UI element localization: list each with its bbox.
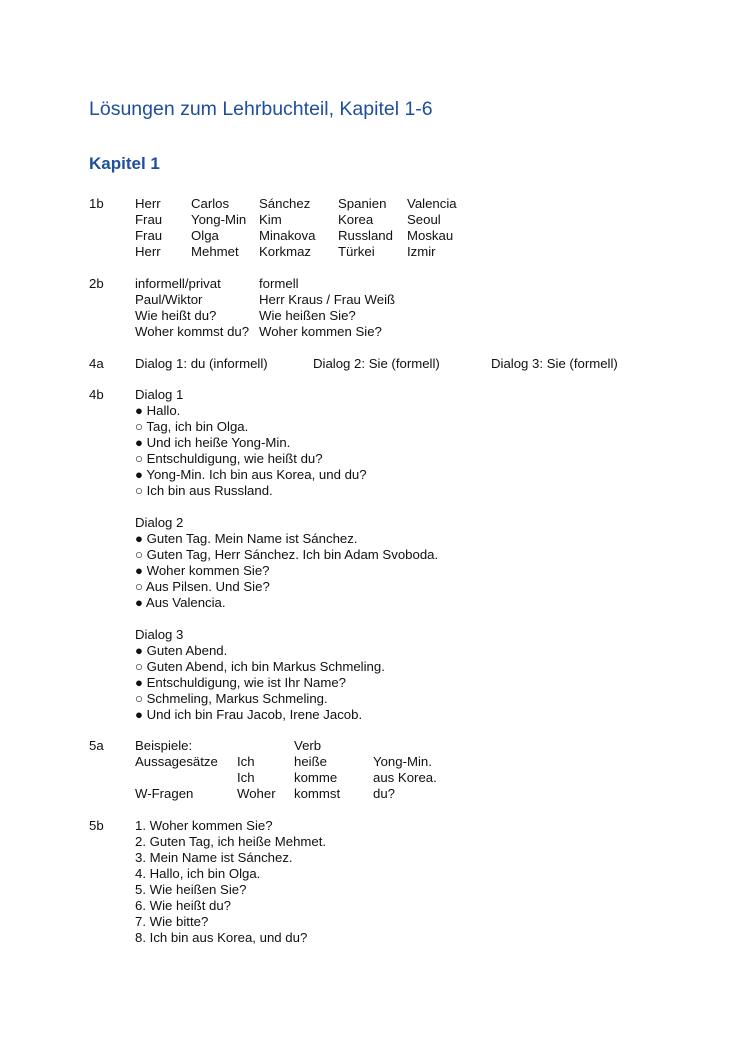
table-cell: Korkmaz [259,244,312,259]
exercise-label-4b: 4b [89,387,104,402]
table-cell: Kim [259,212,282,227]
dialog-2 [135,515,438,611]
dialog-line: ○ Aus Pilsen. Und Sie? [135,579,270,594]
exercise-label-5a: 5a [89,738,104,753]
table-cell: heiße [294,754,327,769]
dialog-line: ○ Entschuldigung, wie heißt du? [135,451,323,466]
table-cell: Beispiele: [135,738,193,753]
table-cell: Russland [338,228,393,243]
table-cell: Yong-Min [191,212,247,227]
table-cell: Paul/Wiktor [135,292,203,307]
dialog-line: ● Guten Abend. [135,643,228,658]
table-cell: kommst [294,786,341,801]
exercise-5b-list [135,818,326,946]
table-cell: Frau [135,228,163,243]
table-cell: Korea [338,212,374,227]
table-cell: Moskau [407,228,454,243]
table-cell: Aussagesätze [135,754,218,769]
dialog-1 [135,387,367,499]
dialog-line: ○ Guten Abend, ich bin Markus Schmeling. [135,659,385,674]
list-item: 5. Wie heißen Sie? [135,882,247,897]
dialog-register-item: Dialog 1: du (informell) [135,356,268,371]
table-cell: Olga [191,228,219,243]
dialog-title: Dialog 2 [135,515,184,530]
table-cell: komme [294,770,338,785]
dialog-title: Dialog 1 [135,387,184,402]
table-cell: Woher kommen Sie? [259,324,382,339]
dialog-line: ● Yong-Min. Ich bin aus Korea, und du? [135,467,367,482]
dialog-line: ● Und ich bin Frau Jacob, Irene Jacob. [135,707,363,722]
list-item: 3. Mein Name ist Sánchez. [135,850,293,865]
exercise-label-5b: 5b [89,818,104,833]
table-cell: Türkei [338,244,375,259]
list-item: 8. Ich bin aus Korea, und du? [135,930,308,945]
dialog-3 [135,627,385,723]
table-cell: Wie heißt du? [135,308,217,323]
table-cell: Herr Kraus / Frau Weiß [259,292,396,307]
list-item: 6. Wie heißt du? [135,898,232,913]
list-item: 1. Woher kommen Sie? [135,818,273,833]
table-cell: Frau [135,212,163,227]
dialog-title: Dialog 3 [135,627,184,642]
dialog-line: ○ Tag, ich bin Olga. [135,419,249,434]
dialog-line: ● Aus Valencia. [135,595,226,610]
list-item: 4. Hallo, ich bin Olga. [135,866,261,881]
table-cell: Verb [294,738,322,753]
table-cell: Herr [135,244,161,259]
table-cell: Herr [135,196,161,211]
table-cell: Minakova [259,228,316,243]
list-item: 2. Guten Tag, ich heiße Mehmet. [135,834,327,849]
table-cell: aus Korea. [373,770,437,785]
dialog-line: ● Entschuldigung, wie ist Ihr Name? [135,675,347,690]
table-cell: Wie heißen Sie? [259,308,356,323]
table-cell: Valencia [407,196,457,211]
exercise-label-2b: 2b [89,276,104,291]
table-cell: Ich [237,754,255,769]
dialog-line: ● Guten Tag. Mein Name ist Sánchez. [135,531,358,546]
table-cell: formell [259,276,299,291]
dialog-line: ● Und ich heiße Yong-Min. [135,435,291,450]
table-cell: Carlos [191,196,230,211]
table-cell: Sánchez [259,196,311,211]
table-cell: Woher [237,786,276,801]
table-cell: Seoul [407,212,441,227]
dialog-register-item: Dialog 2: Sie (formell) [313,356,440,371]
table-cell: informell/privat [135,276,221,291]
table-cell: Woher kommst du? [135,324,250,339]
table-cell: Izmir [407,244,436,259]
dialog-register-item: Dialog 3: Sie (formell) [491,356,618,371]
table-cell: W-Fragen [135,786,194,801]
dialog-line: ○ Guten Tag, Herr Sánchez. Ich bin Adam Svoboda. [135,547,439,562]
chapter-heading: Kapitel 1 [89,154,160,173]
table-cell: Spanien [338,196,387,211]
table-cell: Ich [237,770,255,785]
page-title: Lösungen zum Lehrbuchteil, Kapitel 1-6 [89,98,433,120]
table-cell: Yong-Min. [373,754,432,769]
table-cell: Mehmet [191,244,239,259]
dialog-line: ○ Schmeling, Markus Schmeling. [135,691,328,706]
list-item: 7. Wie bitte? [135,914,209,929]
table-cell: du? [373,786,396,801]
exercise-label-4a: 4a [89,356,104,371]
exercise-label-1b: 1b [89,196,104,211]
dialog-line: ○ Ich bin aus Russland. [135,483,273,498]
dialog-line: ● Woher kommen Sie? [135,563,270,578]
dialog-line: ● Hallo. [135,403,181,418]
